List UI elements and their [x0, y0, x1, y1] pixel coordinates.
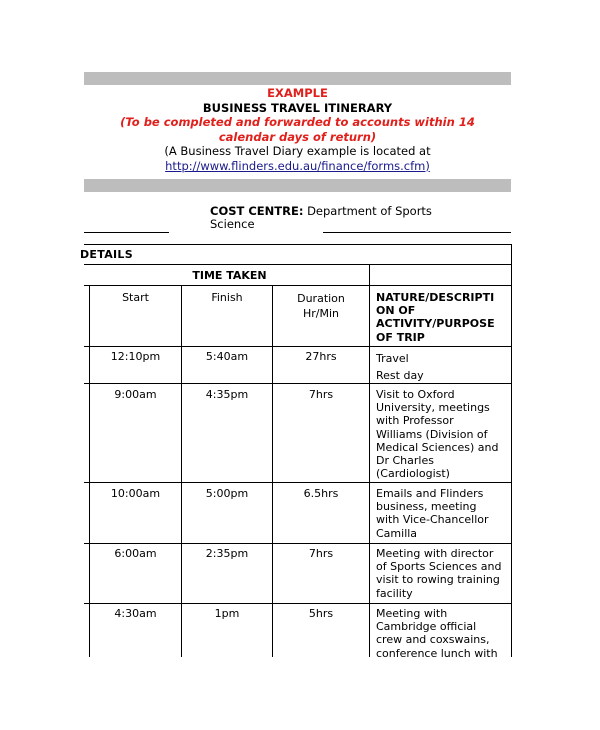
- column-header-start: Start: [122, 291, 149, 304]
- example-label: EXAMPLE: [267, 86, 328, 100]
- nature-line: Meeting with director: [376, 547, 494, 560]
- grid-line: [369, 264, 370, 657]
- nature-line: Rest day: [376, 369, 424, 382]
- duration-cell: 27hrs: [305, 350, 337, 363]
- duration-cell: 5hrs: [308, 607, 334, 620]
- nature-line: of Sports Sciences and: [376, 560, 502, 574]
- grid-line: [84, 346, 512, 347]
- nature-header-line: ON OF: [376, 304, 416, 318]
- nature-line: Cambridge official: [376, 620, 477, 634]
- finish-time-cell: 5:40am: [205, 350, 249, 363]
- grid-line: [272, 285, 273, 657]
- grid-line: [84, 543, 512, 544]
- grid-line: [84, 285, 512, 286]
- time-taken-header: TIME TAKEN: [192, 269, 267, 282]
- finish-time-cell: 1pm: [214, 607, 240, 620]
- cost-centre: [210, 205, 432, 231]
- nature-line: facility: [376, 586, 413, 600]
- cost-centre-value-line2: Science: [210, 217, 255, 231]
- cost-centre-value-line1: Department of Sports: [307, 204, 432, 218]
- nature-line: (Cardiologist): [376, 467, 450, 481]
- nature-line: Medical Sciences) and: [376, 440, 499, 454]
- grid-line: [181, 285, 182, 657]
- nature-line: crew and coxswains,: [376, 633, 490, 647]
- nature-line: visit to rowing training: [376, 573, 500, 587]
- finish-time-cell: 5:00pm: [205, 487, 249, 500]
- nature-cell: [376, 388, 510, 480]
- nature-line: Meeting with: [376, 607, 448, 620]
- nature-line: Camilla: [376, 526, 418, 540]
- finish-time-cell: 4:35pm: [205, 388, 249, 401]
- column-header-duration: [273, 291, 369, 321]
- nature-cell: [376, 487, 510, 540]
- nature-line: University, meetings: [376, 401, 490, 415]
- cost-centre-underline: [323, 232, 511, 233]
- nature-line: Williams (Division of: [376, 427, 488, 441]
- nature-line: business, meeting: [376, 500, 477, 514]
- second-gray-bar: [84, 179, 511, 192]
- section-label: DETAILS: [80, 248, 133, 261]
- finance-forms-link[interactable]: http://www.flinders.edu.au/finance/forms.cfm): [165, 158, 430, 173]
- grid-line: [89, 285, 90, 657]
- start-time-cell: 12:10pm: [110, 350, 161, 363]
- nature-cell: [376, 607, 510, 660]
- nature-header-line: OF TRIP: [376, 330, 425, 344]
- top-gray-bar: [84, 72, 511, 85]
- nature-line: conference lunch with: [376, 646, 498, 660]
- start-time-cell: 10:00am: [110, 487, 161, 500]
- grid-line: [84, 244, 512, 245]
- nature-line: Visit to Oxford: [376, 388, 455, 401]
- start-time-cell: 4:30am: [114, 607, 157, 620]
- duration-cell: 6.5hrs: [303, 487, 339, 500]
- column-header-finish: Finish: [211, 291, 243, 304]
- nature-line: Dr Charles: [376, 454, 434, 468]
- nature-line: Travel: [376, 352, 409, 365]
- start-time-cell: 9:00am: [114, 388, 157, 401]
- document-header: [84, 86, 511, 173]
- start-time-cell: 6:00am: [114, 547, 157, 560]
- nature-line: with Professor: [376, 414, 454, 428]
- nature-line: with Vice-Chancellor: [376, 513, 489, 527]
- nature-cell: [376, 350, 510, 384]
- signature-line-left: [84, 232, 169, 233]
- nature-line: Emails and Flinders: [376, 487, 484, 500]
- grid-line: [84, 264, 512, 265]
- duration-header-line2: Hr/Min: [302, 307, 340, 320]
- submission-note-line2: calendar days of return): [218, 129, 377, 144]
- submission-note-line1: (To be completed and forwarded to accounts within 14: [120, 115, 475, 129]
- grid-line: [511, 244, 512, 657]
- nature-cell: [376, 547, 510, 600]
- grid-line: [84, 482, 512, 483]
- column-header-nature: [376, 291, 510, 344]
- cost-centre-label: COST CENTRE:: [210, 204, 304, 218]
- duration-cell: 7hrs: [308, 388, 334, 401]
- duration-header-line1: Duration: [297, 292, 345, 305]
- nature-header-line: NATURE/DESCRIPTI: [376, 291, 495, 304]
- grid-line: [84, 603, 512, 604]
- nature-header-line: ACTIVITY/PURPOSE: [376, 317, 495, 331]
- duration-cell: 7hrs: [308, 547, 334, 560]
- diary-note: (A Business Travel Diary example is located at: [164, 144, 431, 158]
- finish-time-cell: 2:35pm: [205, 547, 249, 560]
- document-title: BUSINESS TRAVEL ITINERARY: [202, 100, 393, 115]
